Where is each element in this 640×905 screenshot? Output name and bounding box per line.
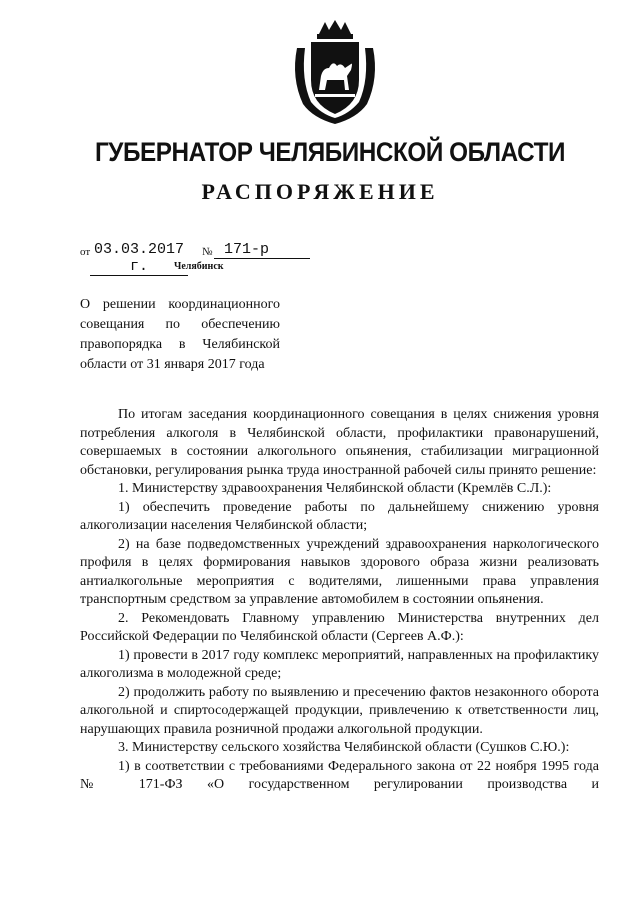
page-title: ГУБЕРНАТОР ЧЕЛЯБИНСКОЙ ОБЛАСТИ xyxy=(94,137,566,167)
paragraph: 1) в соответствии с требованиями Федерального закона от 22 ноября 1995 года № 171-ФЗ «О государственном регулировании производства и xyxy=(80,758,599,792)
paragraph: 3. Министерству сельского хозяйства Челябинской области (Сушков С.Ю.): xyxy=(118,740,570,755)
paragraph: 1) обеспечить проведение работы по дальнейшему снижению уровня алкоголизации населения Челябинской области; xyxy=(80,499,599,533)
paragraph: 2) продолжить работу по выявлению и пресечению фактов незаконного оборота алкогольной и спиртосодержащей продукции, привлечению к ответственности лиц, нарушающих правила розничной продажи алкогольной продукции. xyxy=(80,684,599,737)
document-date: 03.03.2017 г. xyxy=(90,241,188,276)
paragraph: 2) на базе подведомственных учреждений здравоохранения наркологического профиля в целях формирования навыков здорового образа жизни реализовать антиалкогольные мероприятия с водителями, лишенными права управления транспортным средством за управление автомобилем в состоянии опьянения. xyxy=(80,536,599,607)
document-city: Челябинск xyxy=(174,261,224,272)
paragraph-intro: По итогам заседания координационного совещания в целях снижения уровня потребления алкоголя в Челябинской области, профилактики правонарушений, совершаемых в состоянии алкогольного опьянения, стабилизации миграционной обстановки, регулирования рынка труда иностранной рабочей силы принято решение: xyxy=(80,407,599,478)
number-prefix: № xyxy=(202,246,213,258)
paragraph: 2. Рекомендовать Главному управлению Министерства внутренних дел Российской Федерации по Челябинской области (Сергеев А.Ф.): xyxy=(80,610,599,644)
coat-of-arms-icon xyxy=(289,18,381,128)
document-subject: О решении координационного совещания по обеспечению правопорядка в Челябинской области от 31 января 2017 года xyxy=(80,297,280,372)
document-number: 171-р xyxy=(214,241,310,259)
paragraph: 1. Министерству здравоохранения Челябинской области (Кремлёв С.Л.): xyxy=(118,481,552,496)
date-prefix: от xyxy=(80,246,91,258)
document-body xyxy=(80,406,599,795)
document-type: РАСПОРЯЖЕНИЕ xyxy=(201,179,439,204)
paragraph: 1) провести в 2017 году комплекс мероприятий, направленных на профилактику алкоголизма в молодежной среде; xyxy=(80,647,599,681)
